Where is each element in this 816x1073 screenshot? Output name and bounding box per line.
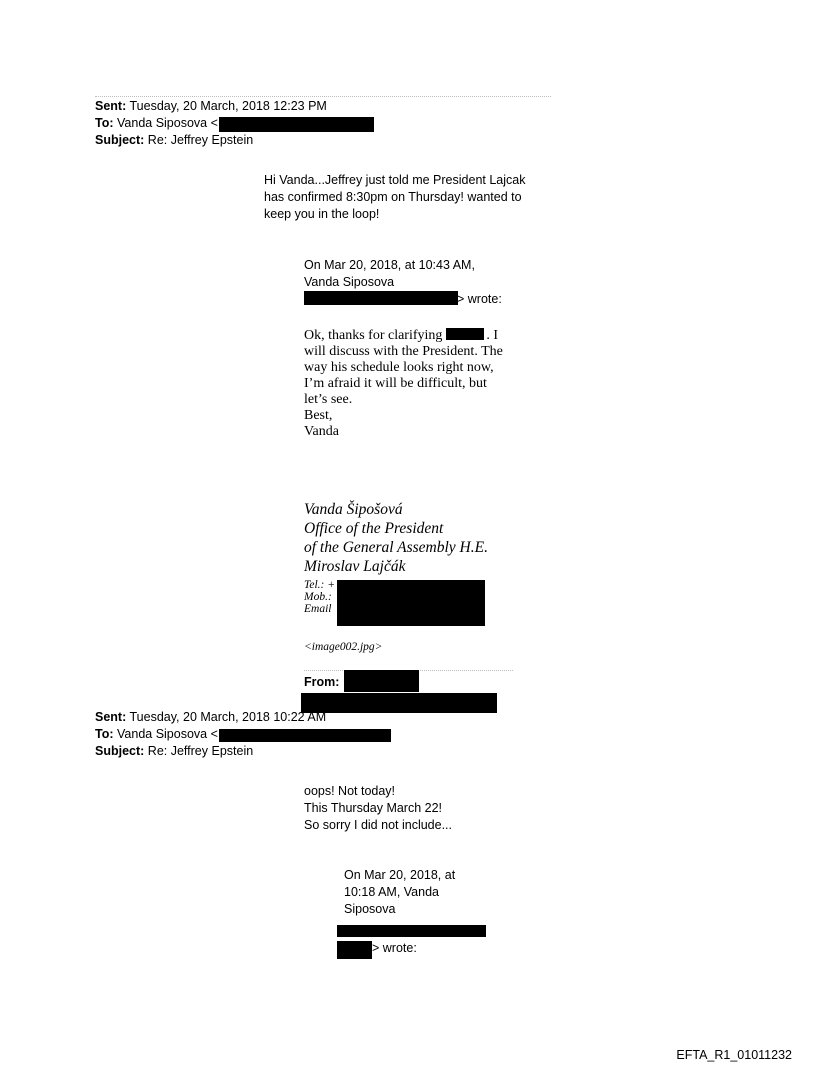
quote-body-1: Ok, thanks for clarifying . I will discuss with the President. The way his schedule looks right now, I’m afraid it will be difficult, but let’s see. Best, Vanda (304, 328, 503, 439)
to-line: To: Vanda Siposova < (95, 116, 218, 130)
redaction-box (301, 693, 497, 713)
redaction-box (304, 291, 458, 305)
quote-header-1: On Mar 20, 2018, at 10:43 AM, Vanda Siposova (304, 258, 475, 289)
image-attachment-placeholder: <image002.jpg> (304, 641, 383, 653)
sent-line: Sent: Tuesday, 20 March, 2018 10:22 AM (95, 710, 327, 724)
redaction-box (337, 580, 485, 626)
signature-block: Vanda Šipošová Office of the President of the General Assembly H.E. Miroslav Lajčák (304, 501, 488, 575)
subject-line: Subject: Re: Jeffrey Epstein (95, 744, 254, 758)
redaction-box (337, 925, 486, 937)
message-body-2: oops! Not today! This Thursday March 22! So sorry I did not include... (304, 784, 452, 832)
redaction-box (219, 117, 374, 132)
quote-header-2: On Mar 20, 2018, at 10:18 AM, Vanda Siposova (344, 868, 456, 916)
message-body-1: Hi Vanda...Jeffrey just told me President Lajcak has confirmed 8:30pm on Thursday! wanted to keep you in the loop! (264, 173, 526, 221)
wrote-text: > wrote: (372, 941, 417, 955)
signature-contact: Tel.: + Mob.: Email (304, 579, 335, 615)
redaction-box (337, 941, 372, 959)
redaction-box (344, 670, 419, 692)
redaction-box (219, 729, 391, 742)
separator-rule-top (95, 96, 551, 97)
wrote-text: > wrote: (457, 292, 502, 306)
subject-line: Subject: Re: Jeffrey Epstein (95, 133, 254, 147)
to-line: To: Vanda Siposova < (95, 727, 218, 741)
document-id: EFTA_R1_01011232 (676, 1048, 792, 1062)
redaction-box (446, 328, 484, 340)
from-line: From: (304, 675, 340, 689)
sent-line: Sent: Tuesday, 20 March, 2018 12:23 PM (95, 99, 327, 113)
